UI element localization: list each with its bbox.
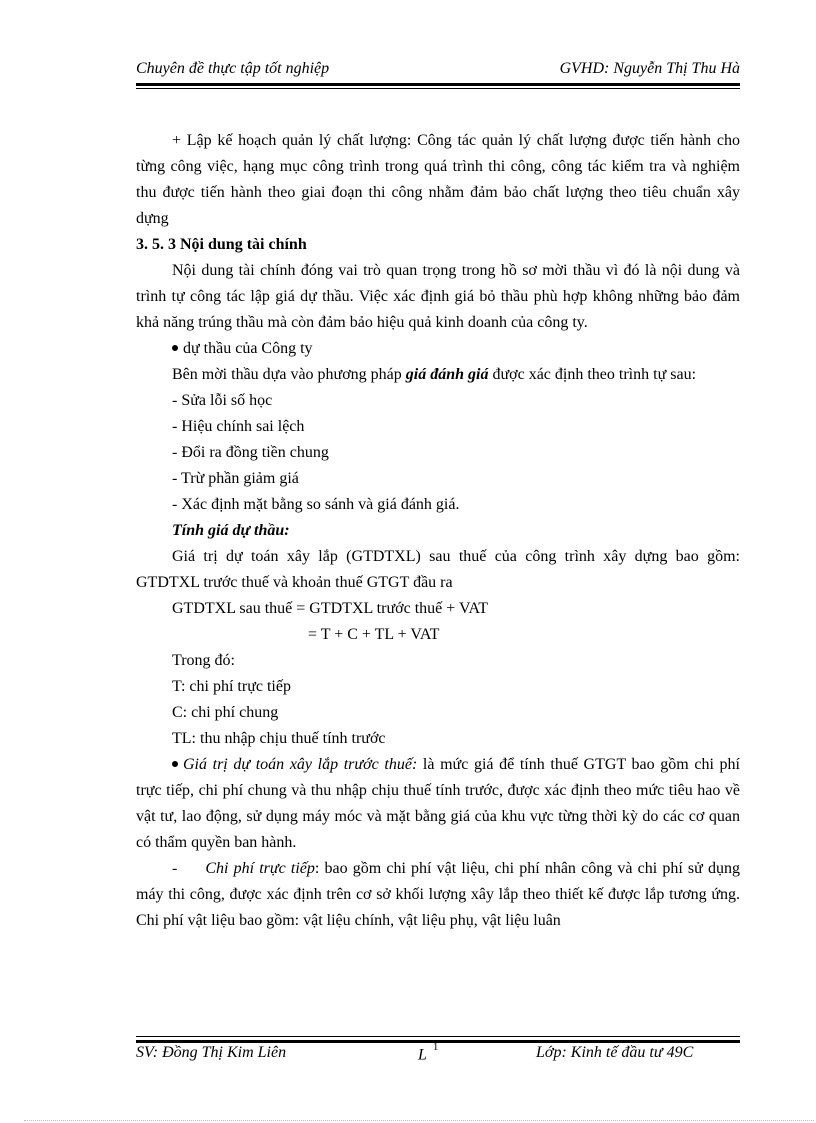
definition-item: T: chi phí trực tiếp (172, 678, 291, 695)
dash-marker: - (172, 860, 178, 877)
footer-student: SV: Đồng Thị Kim Liên (136, 1044, 287, 1061)
step-item: - Đổi ra đồng tiền chung (172, 444, 329, 461)
subheading: Tính giá dự thầu: (172, 522, 290, 539)
definitions-label: Trong đó: (172, 652, 235, 669)
paragraph-text: được xác định theo trình tự sau: (488, 366, 697, 383)
page-edge-divider (24, 1120, 814, 1121)
paragraph-text: Bên mời thầu dựa vào phương pháp (172, 366, 406, 383)
page-number: 1 (432, 1041, 439, 1053)
header-document-title: Chuyên đề thực tập tốt nghiệp (136, 60, 330, 77)
page-header (136, 60, 740, 82)
header-rule-thick (136, 83, 740, 86)
paragraph-pre-tax-value (136, 752, 740, 856)
paragraph-direct-cost (136, 856, 740, 934)
step-item: - Sửa lỗi số học (172, 392, 273, 409)
page-body (136, 128, 740, 934)
footer-rule-thin (136, 1036, 740, 1037)
bullet-icon (172, 345, 178, 351)
bullet-icon (172, 761, 178, 767)
footer-marker-letter: L (418, 1046, 427, 1064)
paragraph-text: là mức giá để tính thuế GTGT bao gồm chi phí trực tiếp, chi phí chung và thu nhập chịu thuế tính trước, được xác định theo mức tiêu hao về vật tư, lao động, sử dụng máy móc và mặt bằng giá của khu vực từng thời kỳ do các cơ quan có thẩm quyền ban hành. (136, 756, 740, 851)
bullet-item (136, 336, 740, 362)
paragraph-financial-content: Nội dung tài chính đóng vai trò quan trọng trong hồ sơ mời thầu vì đó là nội dung và trình tự công tác lập giá dự thầu. Việc xác định giá bỏ thầu phù hợp không những bảo đảm khả năng trúng thầu mà còn đảm bảo hiệu quả kinh doanh của công ty. (136, 262, 740, 331)
header-rule-thin (136, 88, 740, 89)
definition-item: TL: thu nhập chịu thuế tính trước (172, 730, 386, 747)
header-supervisor: GVHD: Nguyễn Thị Thu Hà (559, 60, 740, 77)
footer-page-marker (418, 1041, 439, 1064)
step-item: - Xác định mặt bằng so sánh và giá đánh giá. (172, 496, 460, 513)
term-label: Chi phí trực tiếp (205, 860, 315, 877)
term-label: Giá trị dự toán xây lắp trước thuế: (183, 756, 418, 773)
paragraph-quality-plan: + Lập kế hoạch quản lý chất lượng: Công tác quản lý chất lượng được tiến hành cho từng công việc, hạng mục công trình trong quá trình thi công, công tác kiểm tra và nghiệm thu được tiến hành theo giai đoạn thi công nhằm đảm bảo chất lượng theo tiêu chuẩn xây dựng (136, 132, 740, 227)
bullet-text: dự thầu của Công ty (183, 340, 313, 357)
definition-item: C: chi phí chung (172, 704, 279, 721)
section-heading: 3. 5. 3 Nội dung tài chính (136, 236, 307, 253)
footer-rule-thick (136, 1040, 740, 1043)
emphasis-term: giá đánh giá (405, 366, 489, 383)
paragraph-text: : bao gồm chi phí vật liệu, chi phí nhân công và chi phí sử dụng máy thi công, được xác định trên cơ sở khối lượng xây lắp theo thiết kế được lắp tương ứng. Chi phí vật liệu bao gồm: vật liệu chính, vật liệu phụ, vật liệu luân (136, 860, 740, 929)
formula-line: GTDTXL sau thuế = GTDTXL trước thuế + VAT (172, 600, 489, 617)
paragraph-construction-estimate: Giá trị dự toán xây lắp (GTDTXL) sau thuế của công trình xây dựng bao gồm: GTDTXL trước thuế và khoản thuế GTGT đầu ra (136, 548, 740, 591)
page-footer (136, 1041, 740, 1068)
footer-class: Lớp: Kinh tế đầu tư 49C (536, 1044, 694, 1061)
paragraph-evaluation-method (136, 362, 740, 388)
step-item: - Hiệu chính sai lệch (172, 418, 305, 435)
step-item: - Trừ phần giảm giá (172, 470, 299, 487)
formula-line: = T + C + TL + VAT (308, 626, 440, 643)
